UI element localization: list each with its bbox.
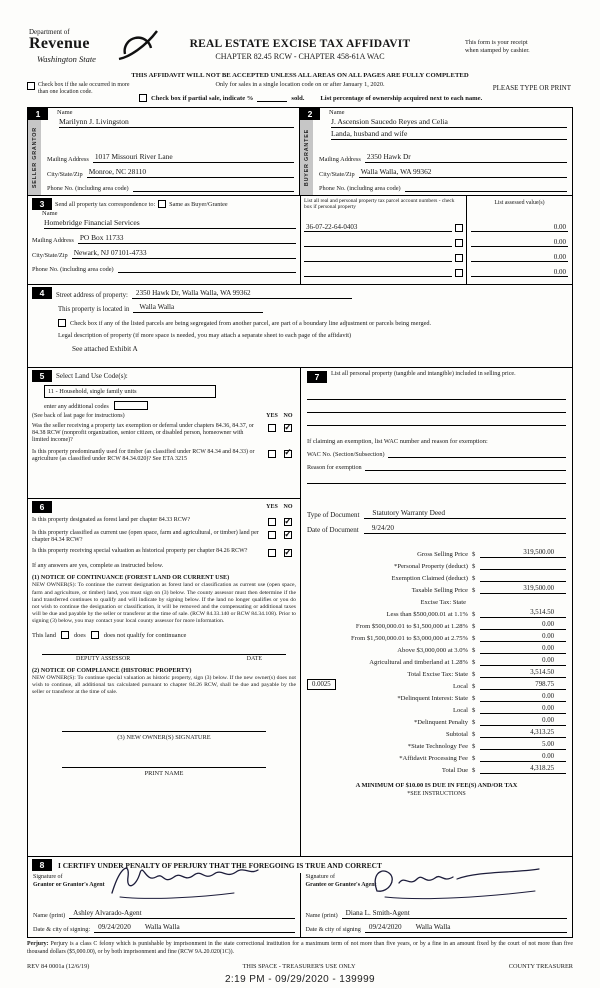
state-technology-fee-value[interactable]: 5.00 [480,741,566,750]
deputy-assessor-label: DEPUTY ASSESSOR [76,656,131,663]
money-row: Total Due $ 4,318.25 [307,762,566,774]
wac-value-field[interactable] [388,449,566,458]
new-owner-signature-line[interactable] [62,731,266,732]
forest-land-question: Is this property designated as forest land per chapter 84.33 RCW? [32,517,191,523]
forest-land-no-checkbox[interactable]: ✓ [284,515,292,526]
located-in-value[interactable]: Walla Walla [133,303,263,313]
historical-property-question: Is this property receiving special valuation as historical property per chapter 84.26 RCW? [32,548,248,555]
assessed-value-row [471,217,568,232]
title-block [159,38,441,61]
section-4-badge: 4 [32,287,52,299]
reason-value-field[interactable] [365,462,566,471]
local-tax-value[interactable]: 798.75 [480,681,566,690]
money-row: Less than $500,000.01 at 1.1% $ 3,514.50 [307,606,566,618]
money-row [307,594,566,606]
print-name-caption: PRINT NAME [144,769,184,777]
subtotal-value[interactable]: 4,313.25 [480,729,566,738]
exemption-deferral-no-checkbox[interactable]: ✓ [284,421,292,432]
ownership-note: List percentage of ownership acquired next to each name. [320,95,483,102]
personal-property-label: List all personal property (tangible and intangible) included in selling price. [331,371,516,377]
if-yes-note: If any answers are yes, complete as instructed below. [32,562,164,570]
segregated-note: Check box if any of the listed parcels are being segregated from another parcel, are part of a boundary line adjustment or parcels being merged. [70,319,432,327]
section-3-correspondence [27,195,573,285]
partial-sale-sold-label: sold. [291,95,305,102]
tier4-tax-value[interactable]: 0.00 [480,645,566,654]
section-7-tax [300,368,572,856]
timber-agriculture-yes-checkbox[interactable] [268,450,276,458]
exemption-claimed-value[interactable] [480,573,566,582]
excise-tax-table [307,546,566,774]
doc-date-label: Date of Document [307,526,359,534]
land-does-not-qualify-checkbox[interactable] [91,631,99,639]
form-chapter: CHAPTER 82.45 RCW - CHAPTER 458-61A WAC [215,52,385,61]
wac-label: WAC No. (Section/Subsection) [307,451,385,458]
does-not-label: does not qualify for continuance [103,631,187,639]
grantee-date-city-label: Date & city of signing [305,926,361,933]
question-row [32,449,296,463]
multi-location-checkbox[interactable] [27,82,35,90]
corr-phone-value[interactable] [118,263,296,273]
buyer-csz-value[interactable]: Walla Walla, WA 99362 [359,167,567,178]
money-row: Local $ 0.00 [307,702,566,714]
receipt-note [465,39,571,55]
delinquent-penalty-value[interactable]: 0.00 [480,717,566,726]
money-row: Exemption Claimed (deduct) $ [307,570,566,582]
parcel-number-3[interactable] [304,253,452,262]
parcel-number-2[interactable] [304,238,452,247]
grantor-date-city-value[interactable]: 09/24/2020 Walla Walla [94,923,294,933]
buyer-phone-value[interactable] [405,182,567,192]
parcel-row [304,247,463,262]
personal-property-checkbox-3[interactable] [455,254,463,262]
exemption-deferral-yes-checkbox[interactable] [268,424,276,432]
section-2-badge: 2 [300,108,320,120]
corr-name-label: Name [42,210,58,217]
gross-selling-price-value[interactable]: 319,500.00 [480,549,566,558]
buyer-csz-label: City/State/Zip [319,171,355,178]
seller-mailing-value[interactable]: 1017 Missouri River Lane [93,152,294,163]
new-owner-signature-caption: (3) NEW OWNER(S) SIGNATURE [117,733,211,741]
question-row [32,423,296,445]
section-8-badge: 8 [32,859,52,871]
seller-phone-label: Phone No. (including area code) [47,185,129,192]
grantee-name-value[interactable]: Diana L. Smith-Agent [342,909,567,919]
corr-mailing-value[interactable]: PO Box 11733 [78,233,296,244]
street-address-value[interactable]: 2350 Hawk Dr, Walla Walla, WA 99362 [132,289,352,299]
grantor-date-city-label: Date & city of signing: [33,926,91,933]
corr-csz-value[interactable]: Newark, NJ 07101-4733 [72,248,296,259]
buyer-mailing-label: Mailing Address [319,156,361,163]
seller-csz-value[interactable]: Monroe, NC 28110 [87,167,294,178]
partial-sale-percent-field[interactable] [257,94,287,102]
money-row: *Personal Property (deduct) $ [307,558,566,570]
tier2-tax-value[interactable]: 0.00 [480,621,566,630]
instructions-note: (See back of last page for instructions) [32,413,125,419]
money-row: *Delinquent Interest: State $ 0.00 [307,690,566,702]
seller-buyer-row [27,107,573,196]
grantor-sig-label-1: Signature of [33,874,63,880]
located-in-label: This property is located in [58,306,130,313]
historical-no-checkbox[interactable]: ✓ [284,546,292,557]
buyer-name-value-line2[interactable]: Landa, husband and wife [331,129,567,140]
section-8-certification [27,856,573,938]
money-row: 0.0025 Local $ 798.75 [307,678,566,690]
grantee-signature-block [300,873,573,937]
delinquent-interest-local-value[interactable]: 0.00 [480,705,566,714]
section-3-badge: 3 [32,198,52,210]
same-as-buyer-checkbox[interactable] [158,200,166,208]
cashier-timestamp: 2:19 PM - 09/29/2020 - 139999 [224,974,376,985]
personal-property-line-2[interactable] [307,400,566,413]
seller-phone-value[interactable] [133,182,294,192]
county-treasurer-label: COUNTY TREASURER [508,963,573,970]
question-row [32,530,296,544]
legal-description-label: Legal description of property (if more space is needed, you may attach a separate sheet to each page of the affidavit) [58,332,352,339]
personal-property-line-3[interactable] [307,413,566,426]
street-address-label: Street address of property: [56,292,128,299]
personal-property-checkbox-1[interactable] [455,224,463,232]
this-land-label: This land [32,631,56,639]
section-1-seller [27,107,300,196]
middle-columns [27,367,573,857]
parcel-row [304,217,463,232]
receipt-note-line1: This form is your receipt [465,39,528,46]
forest-land-yes-checkbox[interactable] [268,518,276,526]
partial-sale-label: Check box if partial sale, indicate % [151,95,254,102]
personal-property-checkbox-4[interactable] [455,269,463,277]
tier3-tax-value[interactable]: 0.00 [480,633,566,642]
single-location-note: Only for sales in a single location code on or after January 1, 2020. [215,81,385,88]
reason-label: Reason for exemption [307,464,362,471]
seller-grantor-sidebar: SELLER GRANTOR [28,120,41,195]
excise-tax-state-header: Excise Tax: State [420,599,466,606]
assessed-value-2[interactable]: 0.00 [471,238,568,247]
personal-property-deduct-value[interactable] [480,561,566,570]
total-due-value[interactable]: 4,318.25 [480,765,566,774]
segregated-checkbox[interactable] [58,319,66,327]
section-5-land-use [28,368,300,498]
money-row: *Delinquent Penalty $ 0.00 [307,714,566,726]
corr-mailing-label: Mailing Address [32,237,74,244]
seller-mailing-label: Mailing Address [47,156,89,163]
land-use-code-field[interactable]: 11 - Household, single family units [44,385,216,398]
local-rate-box[interactable]: 0.0025 [307,679,336,690]
doc-type-value[interactable]: Statutory Warranty Deed [364,508,566,519]
current-use-no-checkbox[interactable]: ✓ [284,528,292,539]
seller-name-label: Name [57,109,73,116]
reason-extra-line[interactable] [307,471,566,484]
timber-agriculture-question: Is this property predominantly used for timber (as classified under RCW 84.34 and 84.33) or agriculture (as classified under RCW 84.34.020)? See ETA 3215 [32,448,255,462]
grantee-sig-label-1: Signature of [305,874,335,880]
type-or-print-note: PLEASE TYPE OR PRINT [492,84,571,92]
corr-phone-label: Phone No. (including area code) [32,266,114,273]
taxable-selling-price-value[interactable]: 319,500.00 [480,585,566,594]
current-use-yes-checkbox[interactable] [268,531,276,539]
money-row: Total Excise Tax: State $ 3,514.50 [307,666,566,678]
corr-name-value[interactable]: Homebridge Financial Services [44,218,296,229]
affidavit-processing-fee-value[interactable]: 0.00 [480,753,566,762]
assessed-values-header: List assessed value(s) [494,200,545,206]
parcel-number-1[interactable]: 36-07-22-64-0403 [304,223,452,232]
delinquent-interest-state-value[interactable]: 0.00 [480,693,566,702]
assessed-value-row [471,262,568,277]
notice-compliance-title: (2) NOTICE OF COMPLIANCE (HISTORIC PROPERTY) [32,667,192,675]
yes-no-header: YES NO [266,413,293,419]
assessed-value-row [471,247,568,262]
timber-agriculture-no-checkbox[interactable]: ✓ [284,447,292,458]
current-use-question: Is this property classified as current use (open space, farm and agricultural, or timber) land per chapter 84.34 RCW? [32,530,259,544]
money-row: Above $3,000,000 at 3.0% $ 0.00 [307,642,566,654]
money-row: *Affidavit Processing Fee $ 0.00 [307,750,566,762]
buyer-name-value-line1[interactable]: J. Ascension Saucedo Reyes and Celia [331,117,567,128]
dept-sub-text: Washington State [37,54,96,64]
doc-type-label: Type of Document [307,511,360,519]
does-label: does [73,631,86,639]
buyer-grantee-sidebar: BUYER GRANTEE [300,120,313,195]
money-row: Agricultural and timberland at 1.28% $ 0.00 [307,654,566,666]
section-5-badge: 5 [32,370,52,382]
money-row: *State Technology Fee $ 5.00 [307,738,566,750]
grantee-sig-label-2: Grantee or Grantee's Agent [305,881,377,888]
money-row: From $500,000.01 to $1,500,000 at 1.28% $ 0.00 [307,618,566,630]
historical-yes-checkbox[interactable] [268,549,276,557]
grantor-signature-block [28,873,300,937]
legal-description-value[interactable]: See attached Exhibit A [72,345,138,353]
personal-property-line-1[interactable] [307,387,566,400]
agricultural-tax-value[interactable]: 0.00 [480,657,566,666]
perjury-note [27,941,573,956]
rev-form-number: REV 84 0001a (12/6/19) [27,963,90,970]
perjury-text: Perjury is a class C felony which is punishable by imprisonment in the state correctional institution for a maximum term of not more than five years, or by a fine in an amount fixed by the court of not more than five thousand dollars ($5,000.00), or by both imprisonment and fine (RCW 9A.20.020(1C)). [27,941,573,955]
section-6-classification [28,498,300,856]
corr-csz-label: City/State/Zip [32,252,68,259]
additional-codes-field[interactable] [114,401,148,410]
certify-statement: I CERTIFY UNDER PENALTY OF PERJURY THAT THE FOREGOING IS TRUE AND CORRECT [58,860,382,870]
assessed-value-4[interactable]: 0.00 [471,268,568,277]
seller-csz-label: City/State/Zip [47,171,83,178]
completion-warning: THIS AFFIDAVIT WILL NOT BE ACCEPTED UNLESS ALL AREAS ON ALL PAGES ARE FULLY COMPLETED [131,72,469,79]
seller-name-value[interactable]: Marilynn J. Livingston [59,117,294,128]
date-label: DATE [246,656,262,663]
personal-property-checkbox-2[interactable] [455,239,463,247]
see-instructions-note: *SEE INSTRUCTIONS [407,791,466,797]
multi-location-row [27,82,131,97]
money-row: Subtotal $ 4,313.25 [307,726,566,738]
grantor-sig-label-2: Grantor or Grantor's Agent [33,881,105,888]
land-does-qualify-checkbox[interactable] [61,631,69,639]
parcel-numbers-header: List all real and personal property tax parcel account numbers - check box if personal property [304,198,455,211]
section-1-badge: 1 [28,108,48,120]
dor-logo [29,28,161,64]
perjury-label: Perjury: [27,941,49,947]
exemption-deferral-question: Was the seller receiving a property tax exemption or deferral under chapters 84.36, 84.37, or 84.38 RCW (nonprofit organization, senior citizen, or disabled person, homeowner with limited income)? [32,423,254,444]
money-row: Taxable Selling Price $ 319,500.00 [307,582,566,594]
same-as-buyer-label: Same as Buyer/Grantee [169,200,228,208]
continuance-qualify-row [32,631,296,639]
notice-compliance-text: NEW OWNER(S): To continue special valuation as historic property, sign (3) below. If the new owner(s) does not wish to continue, all additional tax calculated pursuant to chapter 84.26 RCW, shall be due and payable by the seller or transferor at the time of sale. [32,675,296,696]
dept-name-text: Revenue [29,35,90,52]
tier1-tax-value[interactable]: 3,514.50 [480,609,566,618]
dept-of-text: Department of [29,28,70,36]
multi-location-label: Check box if the sale occurred in more than one location code. [38,82,130,96]
buyer-phone-label: Phone No. (including area code) [319,185,401,192]
exemption-label: If claiming an exemption, list WAC number and reason for exemption: [307,438,488,445]
notice-continuance-title: (1) NOTICE OF CONTINUANCE (FOREST LAND OR CURRENT USE) [32,574,230,582]
total-excise-state-value[interactable]: 3,514.50 [480,669,566,678]
additional-codes-label: enter any additional codes [44,403,109,410]
buyer-name-label: Name [329,109,345,116]
print-name-line[interactable] [62,767,266,768]
section-4-property [27,284,573,368]
minimum-fee-note: A MINIMUM OF $10.00 IS DUE IN FEE(S) AND/OR TAX [355,782,518,789]
parcel-row [304,232,463,247]
section-2-buyer [300,107,573,196]
form-title: REAL ESTATE EXCISE TAX AFFIDAVIT [189,38,411,50]
form-header [27,26,573,107]
parcel-row [304,262,463,277]
question-row [32,548,296,557]
parcel-number-4[interactable] [304,268,452,277]
grantee-name-print-label: Name (print) [305,912,338,919]
grantor-name-value[interactable]: Ashley Alvarado-Agent [69,909,294,919]
notice-continuance-text: NEW OWNER(S): To continue the current designation as forest land or classification as current use (open space, farm and agriculture, or timber) land, you must sign on (3) below. The county assessor must then determine if the land transferred continues to qualify and will indicate by signing below. If the land no longer qualifies or you do not wish to continue the designation or classification, it will be removed and the compensating or additional taxes will be due and payable by the seller or transferor at the time of sale. (RCW 84.33.140 or RCW 84.34.108). Prior to signing (3) below, you may contact your local county assessor for more information. [32,582,296,624]
buyer-mailing-value[interactable]: 2350 Hawk Dr [365,152,567,163]
doc-date-value[interactable]: 9/24/20 [364,523,566,534]
assessed-value-row [471,232,568,247]
yes-no-header: YES NO [266,504,293,510]
dor-swoosh-icon [117,26,159,67]
grantor-name-print-label: Name (print) [33,912,66,919]
money-row: From $1,500,000.01 to $3,000,000 at 2.75% $ 0.00 [307,630,566,642]
send-correspondence-label: Send all property tax correspondence to: [55,200,156,208]
receipt-note-line2: when stamped by cashier. [465,47,530,55]
footer-row [27,963,573,970]
money-row: Gross Selling Price $ 319,500.00 [307,546,566,558]
grantee-date-city-value[interactable]: 09/24/2020 Walla Walla [365,923,567,933]
assessed-value-1[interactable]: 0.00 [471,223,568,232]
assessed-value-3[interactable]: 0.00 [471,253,568,262]
land-use-select-label: Select Land Use Code(s): [56,372,128,380]
section-6-badge: 6 [32,501,52,513]
partial-sale-checkbox[interactable] [139,94,147,102]
question-row [32,517,296,526]
partial-sale-row [139,94,573,102]
treasurer-space-label: THIS SPACE - TREASURER'S USE ONLY [242,963,356,970]
section-7-badge: 7 [307,371,327,383]
